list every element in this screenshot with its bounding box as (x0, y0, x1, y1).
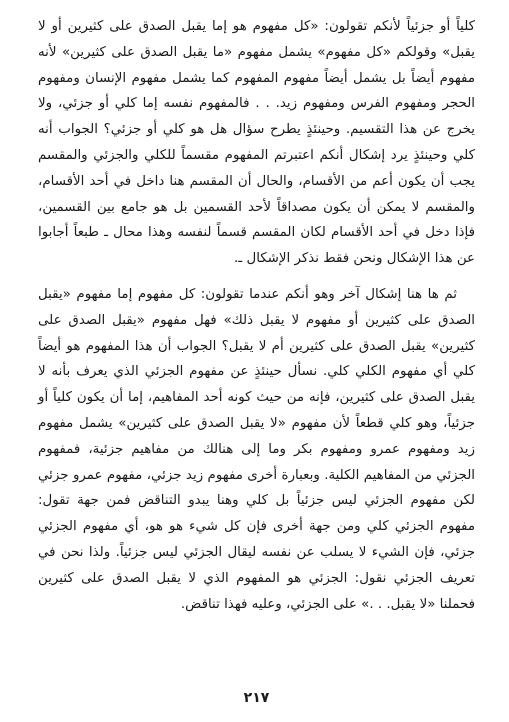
page-number: ٢١٧ (243, 690, 270, 706)
body-paragraph-2: ثم ها هنا إشكال آخر وهو أنكم عندما تقولون: كل مفهوم إما مفهوم «يقبل الصدق على كثيرين أو مفهوم لا يقبل ذلك» فهل مفهوم «يقبل الصدق على كثيرين» يقبل الصدق على كثيرين أم لا يقبل؟ الجواب أن هذا المفهوم هو أيضاً كلي أي مفهوم الكلي كلي. نسأل حينئذٍ عن مفهوم الجزئي الذي يعرف بأنه لا يقبل الصدق على كثيرين، فإنه من حيث كونه أحد المفاهيم، إما أن يكون كلياً أو جزئياً، وهو كلي قطعاً لأن مفهوم «لا يقبل الصدق على كثيرين» يشمل مفهوم زيد ومفهوم عمرو ومفهوم بكر وما إلى هنالك من مفاهيم جزئية، فمفهوم الجزئي من المفاهيم الكلية. وبعبارة أخرى مفهوم زيد جزئي، مفهوم عمرو جزئي لكن مفهوم الجزئي ليس جزئياً بل كلي وهنا يبدو التناقض فمن جهة تقول: مفهوم الجزئي كلي ومن جهة أخرى فإن كل شيء هو هو، أي مفهوم الجزئي جزئي، فإن الشيء لا يسلب عن نفسه ليقال الجزئي ليس جزئياً. ولذا نحن في تعريف الجزئي نقول: الجزئي هو المفهوم الذي لا يقبل الصدق على كثيرين فحملنا «لا يقبل. . .» على الجزئي، وعليه فهذا تناقض. (38, 286, 475, 612)
book-page (38, 14, 475, 708)
body-paragraph-1: كلياً أو جزئياً لأنكم تقولون: «كل مفهوم هو إما يقبل الصدق على كثيرين أو لا يقبل» وقولكم «كل مفهوم» يشمل مفهوم «ما يقبل الصدق على كثيرين» لأنه مفهوم أيضاً بل يشمل أيضاً مفهوم المفهوم كما يشمل مفهوم الإنسان ومفهوم الحجر ومفهوم الفرس ومفهوم زيد. . . فالمفهوم نفسه إما كلي أو جزئي، ولا يخرج عن هذا التقسيم. وحينئذٍ يطرح سؤال هل هو كلي أو جزئي؟ الجواب أنه كلي وحينئذٍ يرد إشكال أنكم اعتبرتم المفهوم مقسماً للكلي والجزئي والمقسم يجب أن يكون أعم من الأقسام، والحال أن المقسم هنا داخل في أحد الأقسام، والمقسم لا يمكن أن يكون مصداقاً لأحد القسمين بل هو جامع بين القسمين، فإذا دخل في أحد الأقسام لكان المقسم قسماً لنفسه وهذا محال ـ طبعاً أجابوا عن هذا الإشكال ونحن فقط نذكر الإشكال ـ. (38, 19, 475, 267)
